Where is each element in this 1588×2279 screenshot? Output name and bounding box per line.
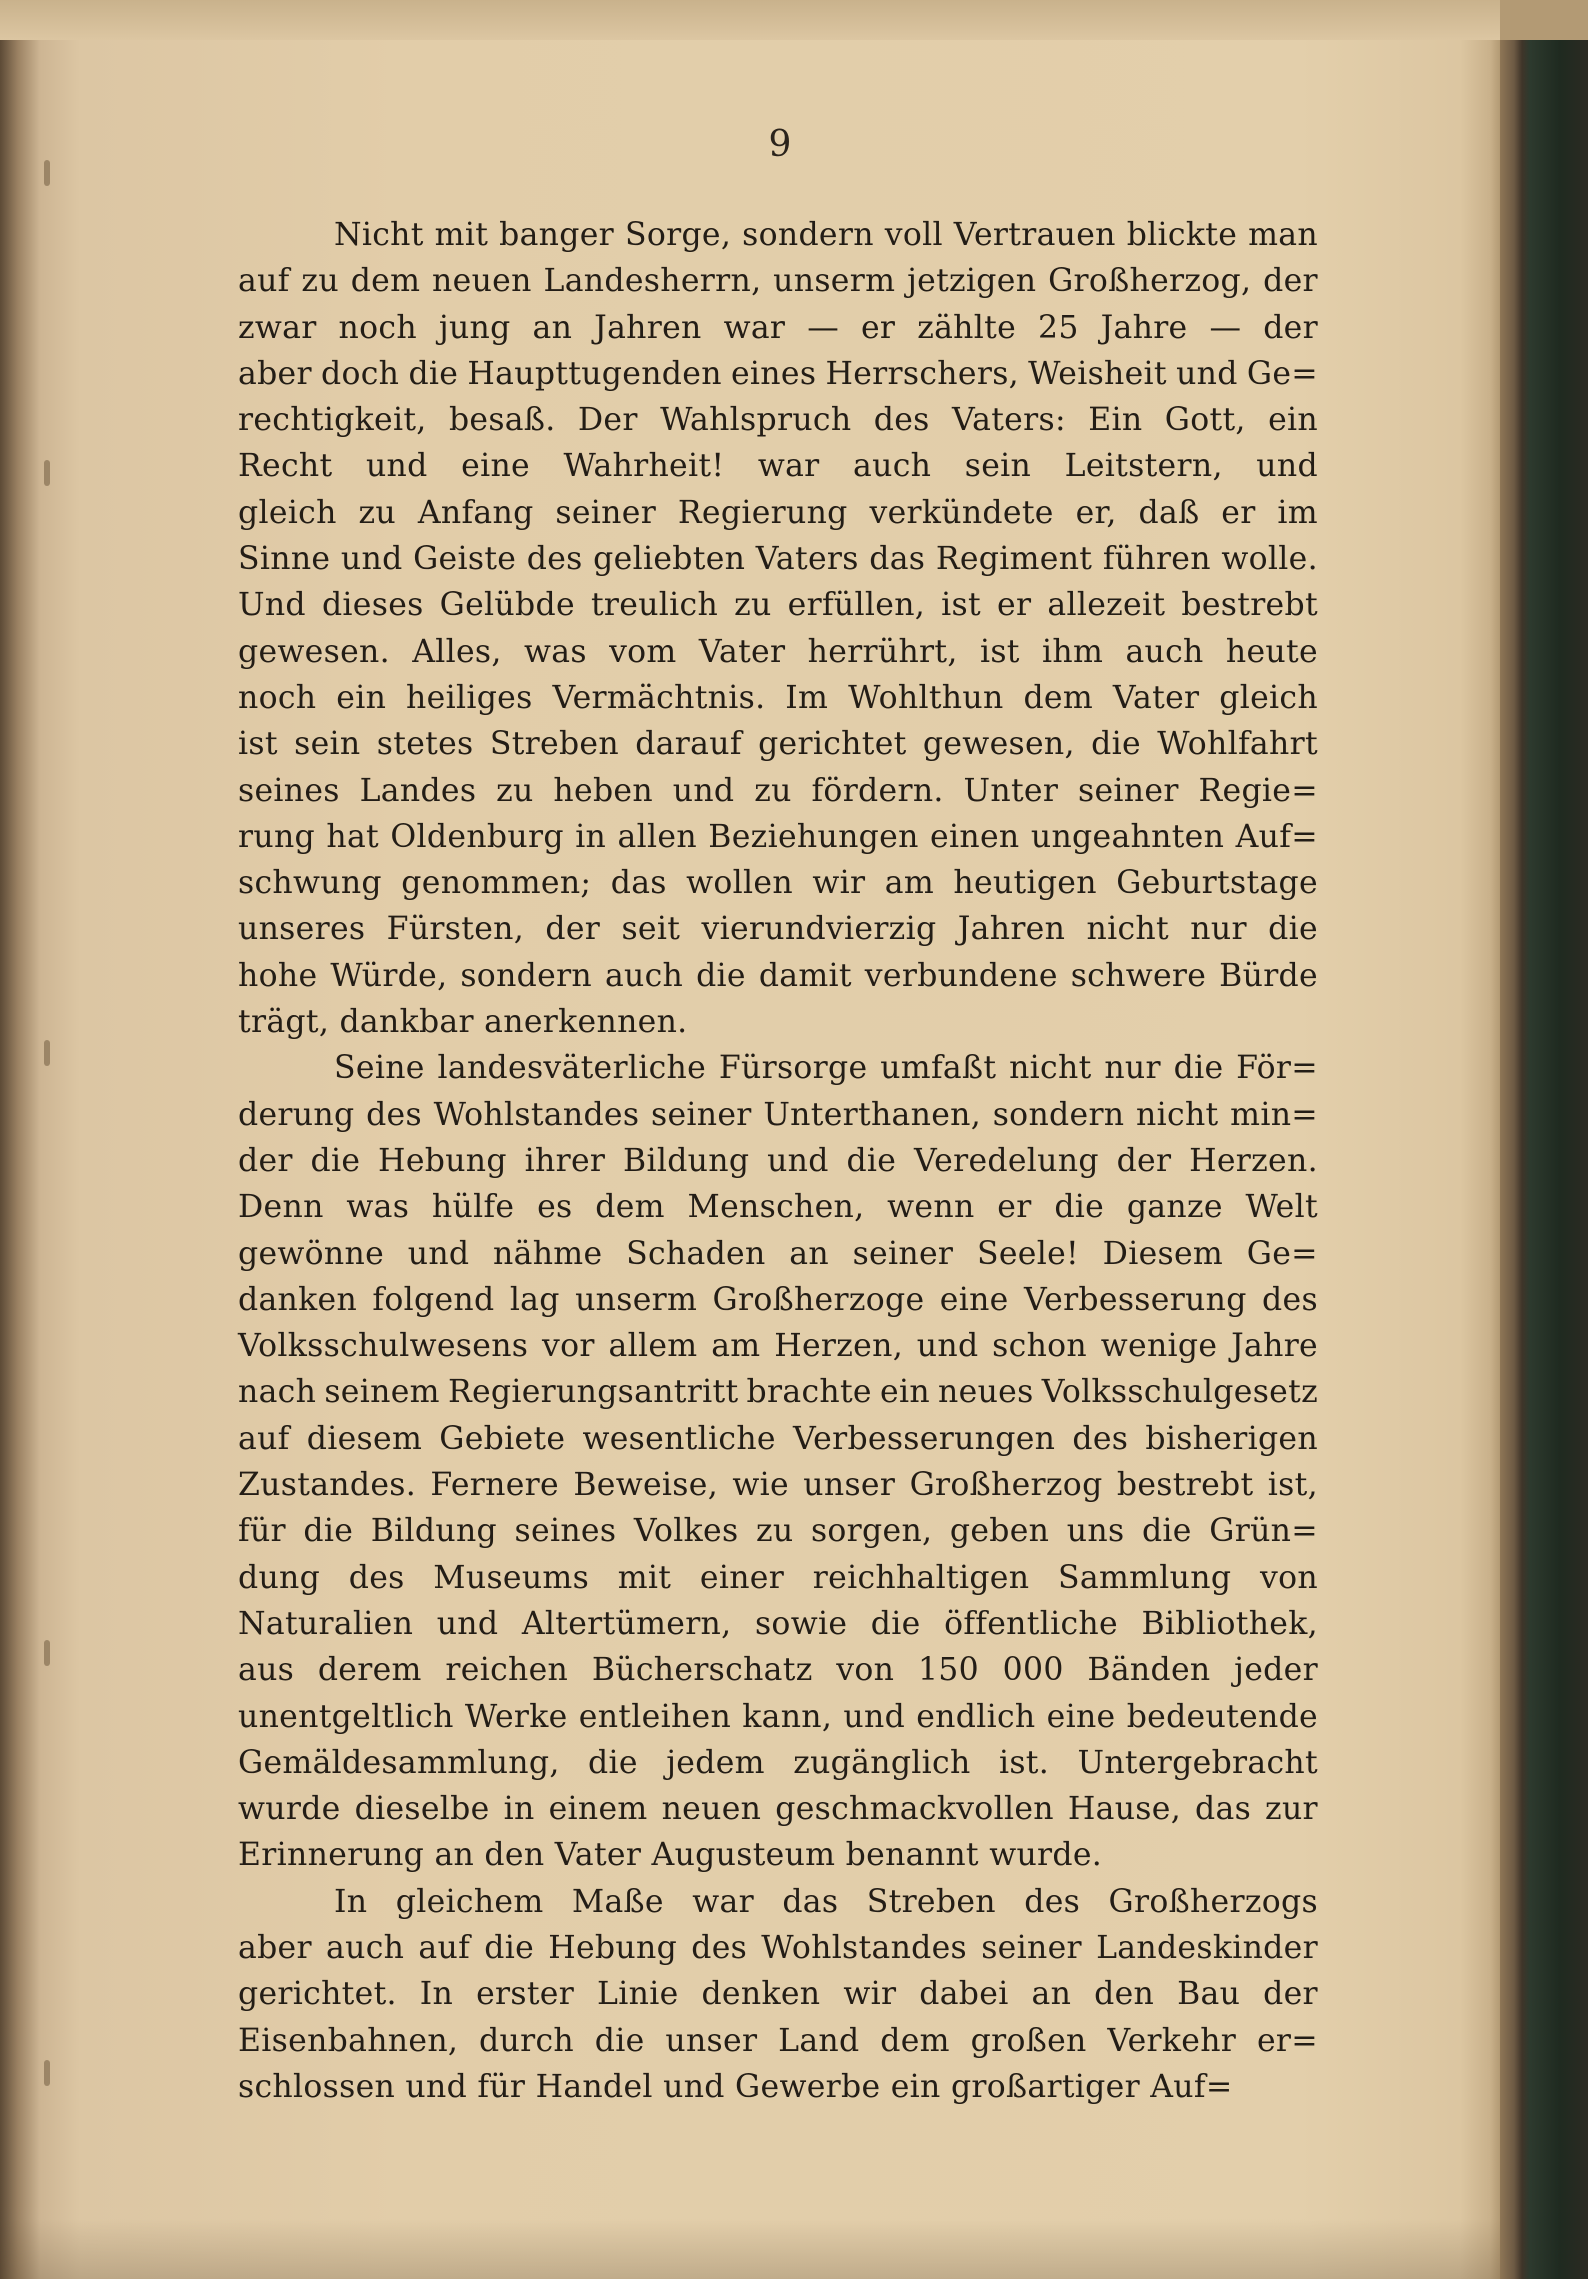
text-line: Naturalien und Altertümern, sowie die öffentliche Bibliothek, <box>238 1605 1318 1642</box>
text-line: schlossen und für Handel und Gewerbe ein großartiger Auf= <box>238 2068 1233 2105</box>
text-line: gerichtet. In erster Linie denken wir dabei an den Bau der <box>238 1976 1318 2013</box>
text-line: ist sein stetes Streben darauf gerichtet gewesen, die Wohlfahrt <box>238 726 1318 763</box>
paragraph-first-line: Seine landesväterliche Fürsorge umfaßt nicht nur die För= <box>334 1050 1318 1087</box>
text-line: schwung genommen; das wollen wir am heutigen Geburtstage <box>238 865 1318 902</box>
book-cover-edge <box>1500 40 1588 2279</box>
text-line: für die Bildung seines Volkes zu sorgen, geben uns die Grün= <box>238 1513 1318 1550</box>
page-bottom-shadow <box>0 2219 1500 2279</box>
text-line: hohe Würde, sondern auch die damit verbundene schwere Bürde <box>238 957 1318 994</box>
text-line: Eisenbahnen, durch die unser Land dem großen Verkehr er= <box>238 2022 1318 2059</box>
paragraph-first-line: Nicht mit banger Sorge, sondern voll Vertrauen blickte man <box>334 217 1318 253</box>
text-line: Gemäldesammlung, die jedem zugänglich ist. Untergebracht <box>238 1744 1318 1781</box>
paragraph-first-line: In gleichem Maße war das Streben des Großherzogs <box>334 1883 1318 1920</box>
text-line: unentgeltlich Werke entleihen kann, und endlich eine bedeutende <box>238 1698 1318 1735</box>
page-number: 9 <box>768 124 792 165</box>
page-top-shadow <box>0 0 1500 40</box>
binding-mark <box>44 1040 50 1066</box>
text-line: zwar noch jung an Jahren war — er zählte 25 Jahre — der <box>238 309 1318 346</box>
text-line: gewönne und nähme Schaden an seiner Seele! Diesem Ge= <box>238 1235 1318 1272</box>
text-line: nach seinem Regierungsantritt brachte ein neues Volksschulgesetz <box>238 1374 1318 1411</box>
body-text <box>238 212 1318 2110</box>
text-line: Erinnerung an den Vater Augusteum benannt wurde. <box>238 1837 1103 1874</box>
text-line: rechtigkeit, besaß. Der Wahlspruch des Vaters: Ein Gott, ein <box>238 402 1318 439</box>
text-line: aber doch die Haupttugenden eines Herrschers, Weisheit und Ge= <box>238 355 1318 392</box>
text-line: aus derem reichen Bücherschatz von 150 000 Bänden jeder <box>238 1652 1318 1689</box>
text-line: trägt, dankbar anerkennen. <box>238 1004 688 1041</box>
text-line: rung hat Oldenburg in allen Beziehungen einen ungeahnten Auf= <box>238 818 1318 855</box>
text-line: Denn was hülfe es dem Menschen, wenn er die ganze Welt <box>238 1189 1318 1226</box>
text-line: derung des Wohlstandes seiner Unterthanen, sondern nicht min= <box>238 1096 1318 1133</box>
text-line: danken folgend lag unserm Großherzoge eine Verbesserung des <box>238 1281 1318 1318</box>
text-line: der die Hebung ihrer Bildung und die Veredelung der Herzen. <box>238 1142 1318 1179</box>
text-line: auf diesem Gebiete wesentliche Verbesserungen des bisherigen <box>238 1420 1318 1457</box>
text-line: wurde dieselbe in einem neuen geschmackvollen Hause, das zur <box>238 1791 1318 1828</box>
text-line: Recht und eine Wahrheit! war auch sein Leitstern, und <box>238 448 1318 485</box>
text-line: auf zu dem neuen Landesherrn, unserm jetzigen Großherzog, der <box>238 263 1318 300</box>
text-line: Und dieses Gelübde treulich zu erfüllen, ist er allezeit bestrebt <box>238 587 1318 624</box>
binding-mark <box>44 1640 50 1666</box>
text-line: gewesen. Alles, was vom Vater herrührt, ist ihm auch heute <box>238 633 1318 670</box>
binding-mark <box>44 2060 50 2086</box>
binding-marks <box>44 120 64 2220</box>
text-line: noch ein heiliges Vermächtnis. Im Wohlthun dem Vater gleich <box>238 679 1318 716</box>
text-line: gleich zu Anfang seiner Regierung verkündete er, daß er im <box>238 494 1318 531</box>
text-line: dung des Museums mit einer reichhaltigen Sammlung von <box>238 1559 1318 1596</box>
text-line: Zustandes. Fernere Beweise, wie unser Großherzog bestrebt ist, <box>238 1467 1318 1504</box>
text-line: seines Landes zu heben und zu fördern. Unter seiner Regie= <box>238 772 1318 809</box>
text-line: Volksschulwesens vor allem am Herzen, und schon wenige Jahre <box>238 1328 1318 1365</box>
text-line: unseres Fürsten, der seit vierundvierzig Jahren nicht nur die <box>238 911 1318 948</box>
binding-mark <box>44 460 50 486</box>
text-line: aber auch auf die Hebung des Wohlstandes seiner Landeskinder <box>238 1929 1318 1966</box>
text-line: Sinne und Geiste des geliebten Vaters das Regiment führen wolle. <box>238 541 1318 578</box>
